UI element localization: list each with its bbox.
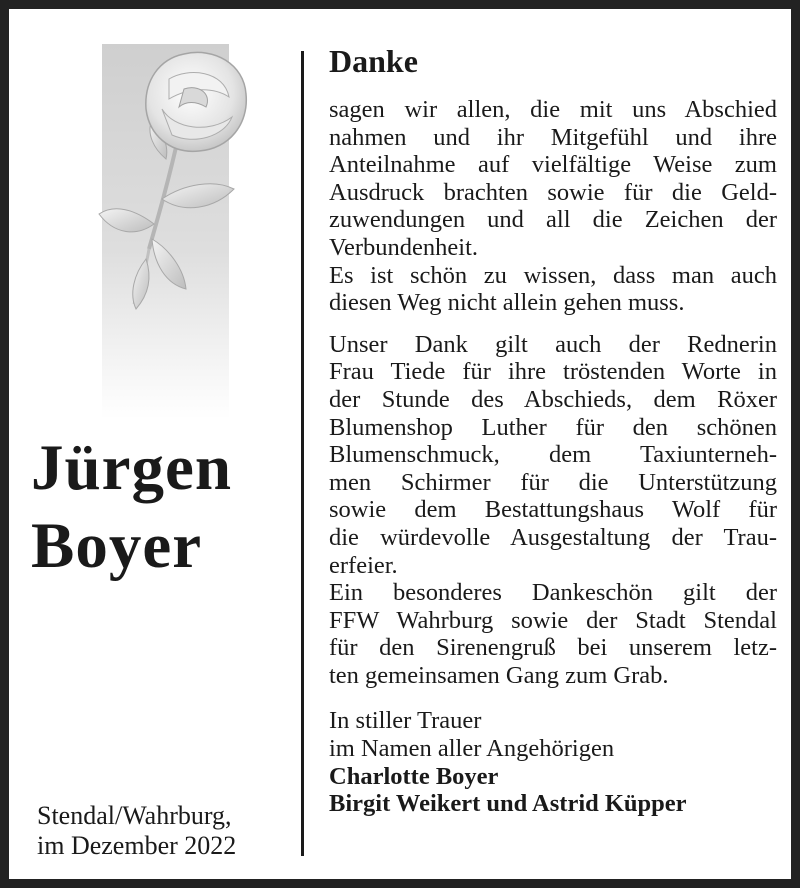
place-and-date	[37, 801, 287, 861]
notice-text	[329, 41, 777, 818]
text-line: Ausdruck brachten sowie für die Geld-	[329, 178, 777, 206]
signoff-line-1: In stiller Trauer	[329, 707, 482, 735]
text-line: der Stunde des Abschieds, dem Röxer	[329, 385, 777, 413]
deceased-first-name: Jürgen	[31, 432, 232, 504]
text-line: sowie dem Bestattungshaus Wolf für	[329, 496, 777, 524]
text-line: diesen Weg nicht allein gehen muss.	[329, 289, 685, 317]
text-line: men Schirmer für die Unterstützung	[329, 468, 777, 496]
text-line: Es ist schön zu wissen, dass man auch	[329, 261, 777, 289]
text-line: für den Sirenengruß bei unserem letz-	[329, 634, 777, 662]
text-line: nahmen und ihr Mitgefühl und ihre	[329, 123, 777, 151]
text-line: Blumenshop Luther für den schönen	[329, 413, 777, 441]
text-line: erfeier.	[329, 551, 398, 579]
text-line: Verbundenheit.	[329, 233, 478, 261]
text-line: FFW Wahrburg sowie der Stadt Stendal	[329, 606, 777, 634]
text-line: ten gemeinsamen Gang zum Grab.	[329, 661, 669, 689]
signer-2: Birgit Weikert und Astrid Küpper	[329, 790, 687, 818]
paragraph-2	[329, 331, 777, 690]
deceased-name	[31, 429, 291, 585]
notice-heading: Danke	[329, 43, 418, 79]
date-text: im Dezember 2022	[37, 831, 237, 860]
signoff	[329, 707, 777, 817]
text-line: Frau Tiede für ihre tröstenden Worte in	[329, 358, 777, 386]
text-line: sagen wir allen, die mit uns Abschied	[329, 96, 777, 123]
text-line: die würdevolle Ausgestaltung der Trau-	[329, 523, 777, 551]
signoff-line-2: im Namen aller Angehörigen	[329, 735, 615, 763]
deceased-last-name: Boyer	[31, 510, 203, 582]
text-line: Blumenschmuck, dem Taxiunterneh-	[329, 441, 777, 469]
signer-1: Charlotte Boyer	[329, 762, 499, 790]
text-line: Ein besonderes Dankeschön gilt der	[329, 579, 777, 607]
vertical-divider	[301, 51, 304, 856]
place-text: Stendal/Wahrburg,	[37, 801, 232, 830]
text-line: Anteilnahme auf vielfältige Weise zum	[329, 151, 777, 179]
rose-illustration	[74, 39, 269, 421]
text-line: zuwendungen und all die Zeichen der	[329, 206, 777, 234]
paragraph-1	[329, 96, 777, 317]
text-line: Unser Dank gilt auch der Rednerin	[329, 330, 777, 358]
